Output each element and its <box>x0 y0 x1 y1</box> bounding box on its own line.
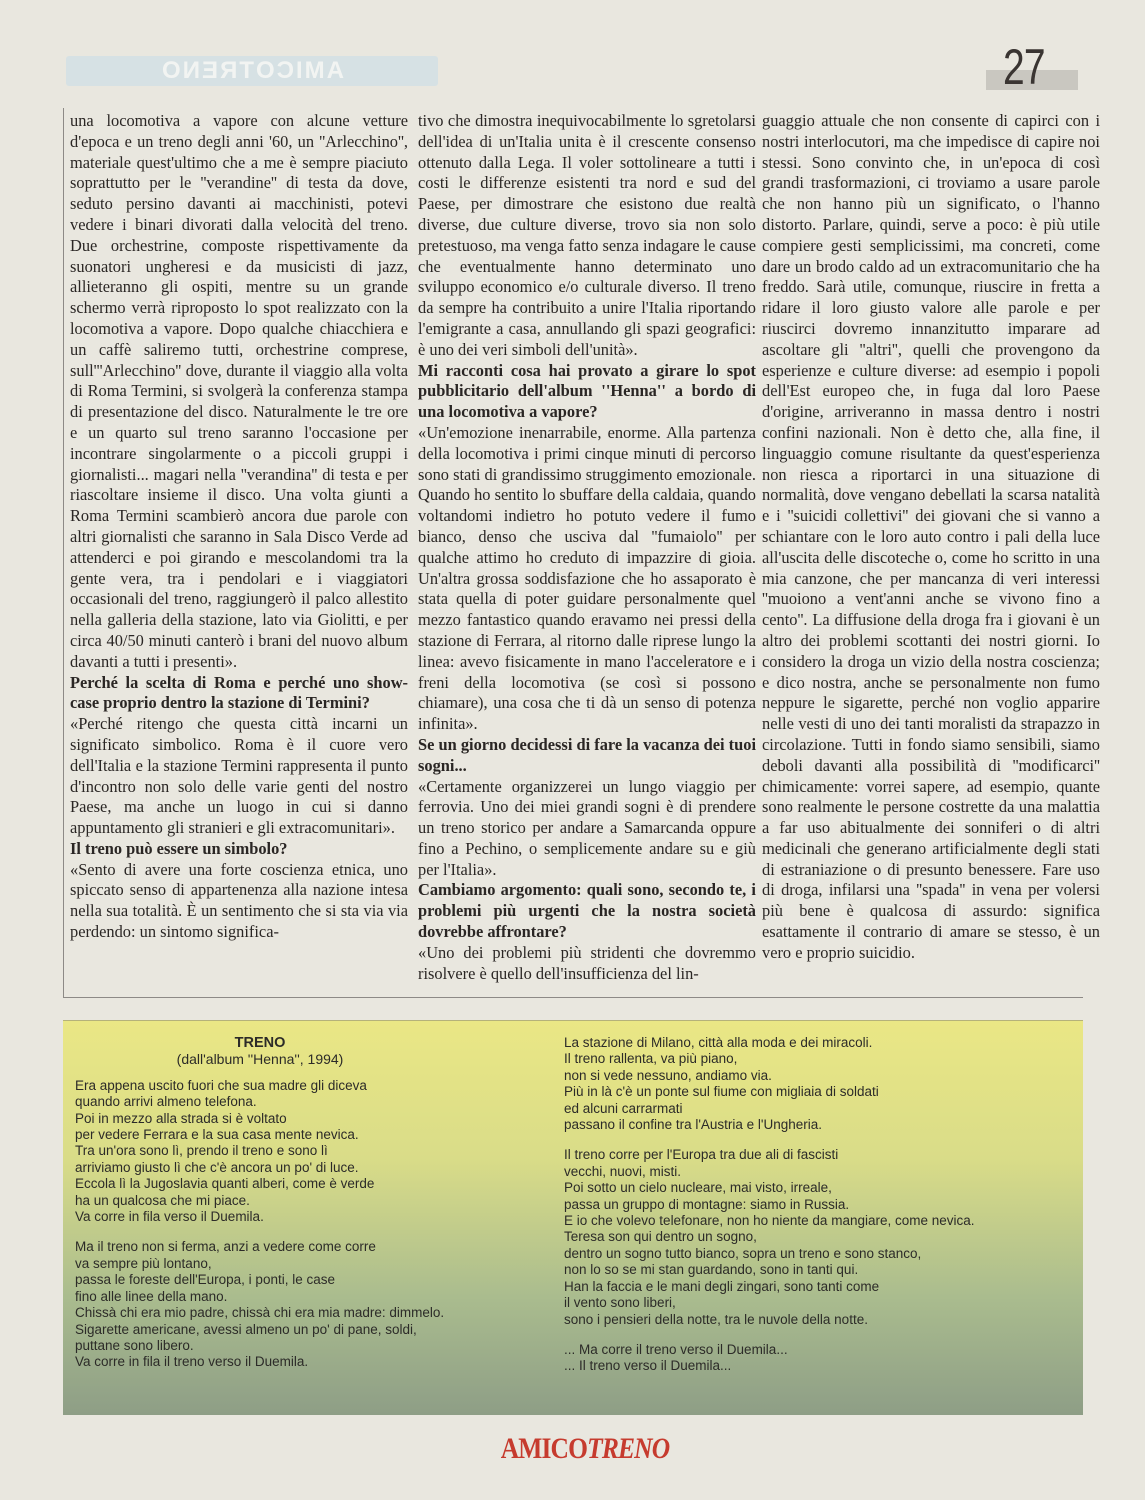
interview-question: Perché la scelta di Roma e perché uno show-case proprio dentro la stazione di Termini? <box>70 672 408 713</box>
frame-rule-bottom <box>63 997 1083 998</box>
interview-question: Se un giorno decidessi di fare la vacanza dei tuoi sogni... <box>418 734 756 775</box>
article-paragraph: «Perché ritengo che questa città incarni un significato simbolico. Roma è il cuore vero dell'Italia e la stazione Termini rappresenta il punto d'incontro non solo delle varie genti del nostro Paese, ma anche un luogo in cui si danno appuntamento gli stranieri e gli extracomunitari». <box>70 714 408 838</box>
lyrics-right-column <box>564 1035 1064 1375</box>
page-number: 27 <box>1003 39 1045 95</box>
lyrics-subtitle: (dall'album ''Henna'', 1994) <box>176 1051 344 1068</box>
lyrics-title: TRENO <box>234 1035 286 1051</box>
article-column-2 <box>418 111 756 984</box>
article-paragraph: guaggio attuale che non consente di capirci con i nostri interlocutori, ma che impedisce di capire noi stessi. Sono convinto che, in un'epoca di così grandi trasformazioni, ci troviamo a usare parole che non hanno più un significato, o l'hanno distorto. Parlare, quindi, serve a poco: è più utile compiere gesti semplicissimi, ma concreti, come dare un brodo caldo ad un extracomunitario che ha freddo. Sarà utile, comunque, riuscire in fretta a ridare il loro giusto valore alle parole e per riuscirci dovremo innanzitutto imparare ad ascoltare gli ''altri'', quelli che provengono da esperienze e culture diverse: ad esempio i popoli dell'Est europeo che, in fuga dal loro Paese d'origine, arriveranno in massa dentro i nostri confini nazionali. Non è detto che, alla fine, il linguaggio comune risultante da quest'esperienza non riesca a riportarci in una situazione di normalità, dove vengano debellati la scarsa natalità e i ''suicidi collettivi'' dei giovani che si vanno a schiantare con le loro auto contro i pali della luce all'uscita delle discoteche o, come ho scritto in una mia canzone, che per mancanza di veri interessi ''muoiono a vent'anni anche se vivono fino a cento''. La diffusione della droga fra i giovani è un altro dei problemi scottanti dei nostri giorni. Io considero la droga un vizio della nostra coscienza; e dico nostra, anche se personalmente non fumo neppure le sigarette, perché non voglio apparire nelle vesti di uno dei tanti moralisti da strapazzo in circolazione. Tutti in fondo siamo sensibili, siamo deboli davanti alla possibilità di ''modificarci'' chimicamente: vorrei sapere, ad esempio, quante sono realmente le persone costrette da una malattia a far uso abitualmente dei sonniferi o di altri medicinali che generano artificialmente degli stati di estraniazione o di presunto benessere. Fare uso di droga, infilarsi una ''spada'' in vena per volersi più bene è qualcosa di assurdo: significa esattamente il contrario di amare se stesso, è un vero e proprio suicidio. <box>762 111 1100 962</box>
article-paragraph: tivo che dimostra inequivocabilmente lo sgretolarsi dell'idea di un'Italia unita è il crescente consenso ottenuto dalla Lega. Il voler sottolineare a tutti i costi le differenze esistenti tra nord e sud del Paese, per dimostrare che esistono due realtà diverse, due culture diverse, trovo sia non solo pretestuoso, ma venga fatto senza indagare le cause che eventualmente hanno determinato uno sviluppo economico e/o culturale diverso. Il treno da sempre ha contribuito a unire l'Italia riportando l'emigrante a casa, annullando gli spazi geografici: è uno dei veri simboli dell'unità». <box>418 111 756 359</box>
article-column-3 <box>762 111 1100 964</box>
frame-rule-left <box>63 108 64 998</box>
faded-header-banner: AMICOTRENO <box>66 56 438 86</box>
lyrics-stanza: Ma il treno non si ferma, anzi a vedere come corre va sempre più lontano, passa le foreste dell'Europa, i ponti, le case fino alle linee della mano. Chissà chi era mio padre, chissà chi era mia madre: dimmelo. Sigarette americane, avessi almeno un po' di pane, soldi, puttane sono libero. Va corre in fila il treno verso il Duemila. <box>75 1239 445 1370</box>
article-paragraph: «Sento di avere una forte coscienza etnica, uno spiccato senso di appartenenza alla nazione intesa nella sua totalità. È un sentimento che si sta via via perdendo: un sintomo significa- <box>70 859 408 942</box>
article-paragraph: «Uno dei problemi più stridenti che dovremmo risolvere è quello dell'insufficienza del lin- <box>418 942 756 983</box>
magazine-brand-logo <box>479 1432 692 1466</box>
interview-question: Cambiamo argomento: quali sono, secondo te, i problemi più urgenti che la nostra società dovrebbe affrontare? <box>418 880 756 942</box>
lyrics-stanza: ... Ma corre il treno verso il Duemila... ... Il treno verso il Duemila... <box>564 1341 788 1374</box>
article-paragraph: «Certamente organizzerei un lungo viaggio per ferrovia. Uno dei miei grandi sogni è di prendere un treno storico per andare a Samarcanda oppure fino a Pechino, o semplicemente andare su e giù per l'Italia». <box>418 776 756 879</box>
article-paragraph: «Un'emozione inenarrabile, enorme. Alla partenza della locomotiva i primi cinque minuti di percorso sono stati di grandissimo struggimento emozionale. Quando ho sentito lo sbuffare della caldaia, quando voltandomi indietro ho potuto vedere il fumo bianco, denso che usciva dal ''fumaiolo'' per qualche attimo ho creduto di impazzire di gioia. Un'altra grossa soddisfazione che ho assaporato è stata quella di poter guidare personalmente quel mezzo fantastico quando eravamo nei pressi della stazione di Ferrara, al ritorno dalle riprese lungo la linea: avevo fisicamente in mano l'acceleratore e i freni della locomotiva (se così si possono chiamare), una cosa che ti dà un senso di potenza infinita». <box>418 422 756 734</box>
article-column-1 <box>70 111 408 943</box>
brand-part-1: AMICO <box>500 1432 588 1465</box>
interview-question: Mi racconti cosa hai provato a girare lo spot pubblicitario dell'album ''Henna'' a bordo di una locomotiva a vapore? <box>418 360 756 422</box>
lyrics-stanza: La stazione di Milano, città alla moda e dei miracoli. Il treno rallenta, va più piano, non si vede nessuno, andiamo via. Più in là c'è un ponte sul fiume con migliaia di soldati ed alcuni carrarmati passano il confine tra l'Austria e l'Ungheria. <box>564 1035 879 1133</box>
brand-part-2: TRENO <box>587 1432 670 1465</box>
article-paragraph: una locomotiva a vapore con alcune vetture d'epoca e un treno degli anni '60, un ''Arlecchino'', materiale quest'ultimo che a me è sempre piaciuto soprattutto per le ''verandine'' di testa da dove, seduto persino davanti ai macchinisti, potevi vedere i binari divorati dalla velocità del treno. Due orchestrine, composte rispettivamente da suonatori ungheresi e da musicisti di jazz, allieteranno gli ospiti, mentre su un grande schermo verrà riproposto lo spot realizzato con la locomotiva a vapore. Dopo qualche chiacchiera e un caffè saliremo tutti, orchestrine comprese, sull'''Arlecchino'' dove, durante il viaggio alla volta di Roma Termini, si svolgerà la conferenza stampa di presentazione del disco. Naturalmente le tre ore e un quarto sul treno saranno l'occasione per incontrare singolarmente o a piccoli gruppi i giornalisti... magari nella ''verandina'' di testa e per riascoltare insieme il disco. Una volta giunti a Roma Termini scambierò ancora due parole con altri giornalisti che saranno in Sala Disco Verde ad attenderci e poi girando e mescolandomi tra la gente vera, tra i pendolari e i viaggiatori occasionali del treno, raggiungerò il palco allestito nella galleria della stazione, lato via Giolitti, e per circa 40/50 minuti canterò i brani del nuovo album davanti a tutti i presenti». <box>70 111 408 671</box>
lyrics-left-column <box>75 1035 565 1371</box>
lyrics-stanza: Era appena uscito fuori che sua madre gli diceva quando arrivi almeno telefona. Poi in mezzo alla strada si è voltato per vedere Ferrara e la sua casa mente nevica. Tra un'ora sono lì, prendo il treno e sono lì arriviamo giusto lì che c'è ancora un po' di luce. Eccola lì la Jugoslavia quanti alberi, come è verde ha un qualcosa che mi piace. Va corre in fila verso il Duemila. <box>75 1077 375 1225</box>
interview-question: Il treno può essere un simbolo? <box>70 838 288 858</box>
lyrics-stanza: Il treno corre per l'Europa tra due ali di fascisti vecchi, nuovi, misti. Poi sotto un cielo nucleare, mai visto, irreale, passa un gruppo di montagne: siamo in Russia. E io che volevo telefonare, non ho niente da mangiare, come nevica. Teresa son qui dentro un sogno, dentro un sogno tutto bianco, sopra un treno e sono stanco, non lo so se mi stan guardando, sono in tanti qui. Han la faccia e le mani degli zingari, sono tanti come il vento sono liberi, sono i pensieri della notte, tra le nuvole della notte. <box>564 1147 975 1327</box>
lyrics-box <box>63 1020 1083 1415</box>
